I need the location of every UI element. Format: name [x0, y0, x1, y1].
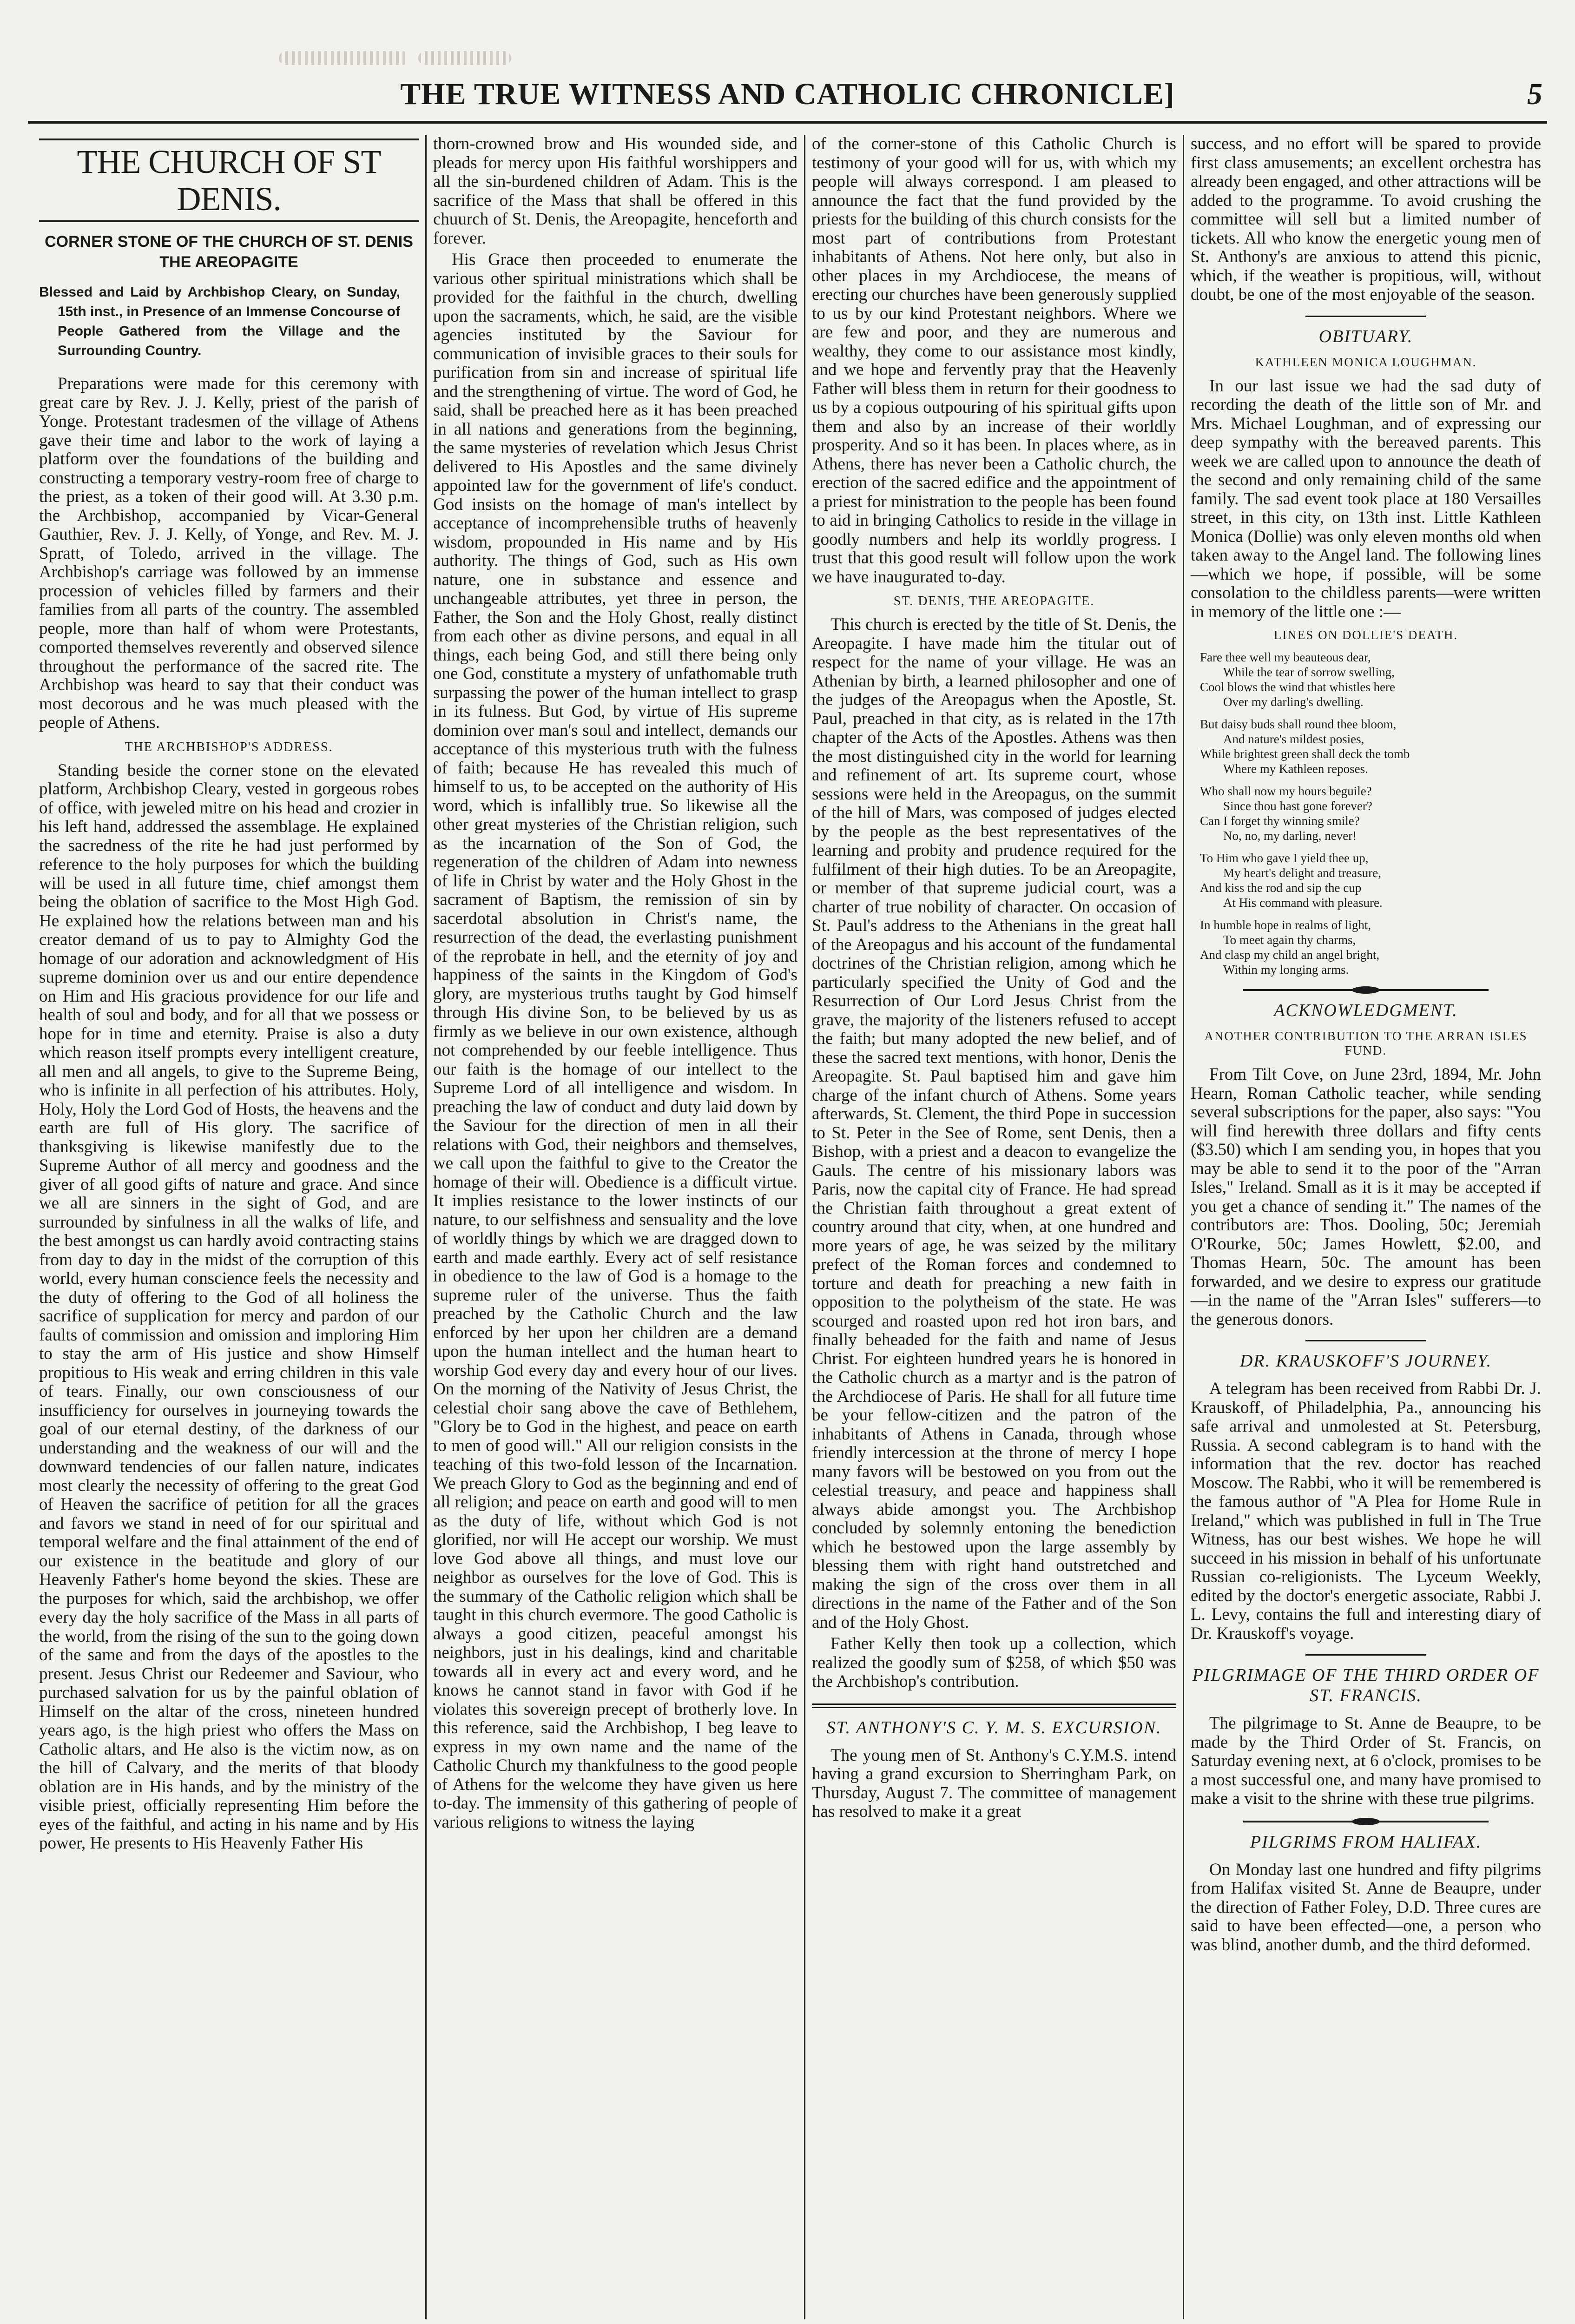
section-heading: ACKNOWLEDGMENT.: [1274, 1001, 1458, 1020]
section-subhead: ST. DENIS, THE AREOPAGITE.: [893, 594, 1095, 608]
poem-stanza: [1200, 650, 1541, 709]
poem-line: Fare thee well my beauteous dear,: [1200, 650, 1371, 664]
section-heading: PILGRIMS FROM HALIFAX.: [1250, 1832, 1482, 1852]
column-2: [425, 135, 804, 2319]
section-divider: [1305, 1340, 1426, 1341]
poem-line: Cool blows the wind that whistles here: [1200, 680, 1395, 694]
poem-line: At His command with pleasure.: [1223, 896, 1383, 910]
page-number: 5: [1527, 77, 1542, 111]
poem-stanza: [1200, 717, 1541, 776]
paragraph: of the corner-stone of this Catholic Church is testimony of your good will for us, with which my people will always correspond. I am pleased to announce the fact that the fund provided by the priests for the building of this church consists for the most part of contributions from Protestant inhabitants of Athens. Not here only, but also in other places in my Archdiocese, the means of erecting our churches have been generously supplied to us by our kind Protestant neighbors. Where we are few and poor, and they are numerous and wealthy, they come to our assistance most kindly, and we hope and fervently pray that the Heavenly Father will bless them in return for their goodness to us by a copious outpouring of his spiritual gifts upon them and also by an increase of their worldly prosperity. And so it has been. In places where, as in Athens, there has never been a Catholic church, the erection of the sacred edifice and the appointment of a priest for ministration to the people has been found to aid in bringing Catholics to reside in the village in goodly numbers and help its worldly progress. I trust that this good result will follow upon the work we have inaugurated to-day.: [812, 135, 1176, 587]
column-1: [33, 135, 425, 2319]
column-4: [1183, 135, 1548, 2319]
poem-line: But daisy buds shall round thee bloom,: [1200, 717, 1397, 731]
poem-line: To meet again thy charms,: [1223, 933, 1356, 947]
poem-line: Where my Kathleen reposes.: [1223, 762, 1368, 776]
section-heading: OBITUARY.: [1318, 326, 1413, 346]
column-3: [804, 135, 1183, 2319]
obituary-name: KATHLEEN MONICA LOUGHMAN.: [1255, 355, 1477, 369]
section-divider: [1305, 1654, 1426, 1656]
paragraph: Standing beside the corner stone on the elevated platform, Archbishop Cleary, vested in gorgeous robes of office, with jeweled mitre on his head and crozier in his left hand, addressed the assemblage. He explained the sacredness of the rite he had just performed by reference to the holy purposes for which the building will be used in all future time, chief amongst them being the oblation of sacrifice to the Most High God. He explained how the relations between man and his creator demand of us to pay to Almighty God the homage of our adoration and acknowledgment of His supreme dominion over us and our entire dependence on Him and His gracious providence for our life and health of soul and body, and for all that we possess or hope for in time and eternity. Praise is also a duty which reason itself prompts every intelligent creature, all men and all angels, to give to the Supreme Being, who is infinite in all perfection of his attributes. Holy, Holy, Holy the Lord God of Hosts, the heavens and the earth are full of His glory. The sacrifice of thanksgiving is likewise manifestly due to the Supreme Author of all mercy and goodness and the giver of all good gifts of nature and grace. And since we all are sinners in the sight of God, and are surrounded by sinfulness in all the walks of life, and the best amongst us can hardly avoid contracting stains from day to day in the midst of the corruption of this world, every human conscience feels the necessity and the duty of offering to the God of all holiness the sacrifice of supplication for mercy and pardon of our faults of commission and omission and imploring Him to stay the arm of His justice and show Himself propitious to His weak and erring children in this vale of tears. Finally, our own consciousness of our insufficiency for ourselves in journeying towards the goal of our eternal destiny, of the darkness of our understanding and the weakness of our will and the downward tendencies of our fallen nature, indicates most clearly the necessity of offering to the great God of Heaven the sacrifice of petition for all the graces and favors we stand in need of for our spiritual and temporal welfare and the final attainment of the end of our existence in the beatitude and glory of our Heavenly Father's home beyond the skies. These are the purposes for which, said the archbishop, we offer every day the holy sacrifice of the Mass in all parts of the world, from the rising of the sun to the going down of the same and from the days of the apostles to the present. Jesus Christ our Redeemer and Saviour, who purchased salvation for us by the painful oblation of Himself on the altar of the cross, nineteen hundred years ago, is the high priest who offers the Mass on Catholic altars, and He also is the victim now, as on the hill of Calvary, and the merits of that bloody oblation are in His hands, and by the ministry of the visible priest, officially representing Him before the eyes of the faithful, and acting in his name and by His power, He presents to His Heavenly Father His: [39, 760, 419, 1853]
poem-line: Within my longing arms.: [1223, 963, 1349, 977]
print-smudge: [418, 51, 511, 65]
section-divider: [812, 1703, 1176, 1708]
masthead: [28, 70, 1547, 124]
poem-line: To Him who gave I yield thee up,: [1200, 851, 1369, 865]
poem: [1200, 650, 1541, 977]
poem-line: Over my darling's dwelling.: [1223, 695, 1364, 709]
newspaper-title: THE TRUE WITNESS AND CATHOLIC CHRONICLE]: [400, 77, 1175, 111]
poem-line: Since thou hast gone forever?: [1223, 799, 1372, 813]
poem-line: And clasp my child an angel bright,: [1200, 948, 1380, 962]
section-divider: [1243, 1821, 1489, 1822]
section-subhead: ANOTHER CONTRIBUTION TO THE ARRAN ISLES FUND.: [1204, 1029, 1528, 1057]
paragraph: This church is erected by the title of St. Denis, the Areopagite. I have made him the titular out of respect for the name of your village. He was an Athenian by birth, a learned philosopher and one of the judges of the Areopagus when the Apostle, St. Paul, preached in that city, as is related in the 17th chapter of the Acts of the Apostles. Athens was then the most distinguished city in the world for learning and refinement of art. Its supreme court, whose sessions were held in the Areopagus, on the summit of the hill of Mars, was composed of judges elected by the people as the best representatives of the learning and probity and prudence required for the fulfilment of their high duties. To be an Areopagite, or member of that supreme judicial court, was a charter of true nobility of character. On occasion of St. Paul's address to the Athenians in the great hall of the Areopagus and his account of the fundamental doctrines of the Christian religion, among which he particularly specified the Unity of God and the Resurrection of Our Lord Jesus Christ from the grave, the majority of the listeners refused to accept the faith; but many adopted the new belief, and of these the sacred text mentions, with honor, Denis the Areopagite. St. Paul baptised him and gave him charge of the infant church of Athens. Some years afterwards, St. Clement, the third Pope in succession to St. Peter in the See of Rome, sent Denis, then a Bishop, with a priest and a deacon to evangelize the Gauls. The centre of his missionary labors was Paris, now the capital city of France. He had spread the Christian faith throughout a great extent of country around that city, when, at one hundred and more years of age, he was seized by the military prefect of the Roman forces and condemned to torture and death for preaching a new faith in opposition to the polytheism of the state. He was scourged and roasted upon red hot iron bars, and finally beheaded for the faith and name of Jesus Christ. For eighteen hundred years he is honored in the Catholic church as a martyr and is the patron of the Archdiocese of Paris. He shall for all future time be your fellow-citizen and the patron of the inhabitants of Athens in Canada, through whose friendly intercession at the throne of mercy I hope many favors will be bestowed on you from out the celestial treasury, and peace and happiness shall always abide amongst you. The Archbishop concluded by solemnly entoning the benediction which he bestowed upon the large assembly by blessing them with right hand outstretched and making the sign of the cross over them in all directions in the name of the Father and of the Son and of the Holy Ghost.: [812, 615, 1176, 1632]
print-smudge: [279, 51, 409, 65]
paragraph: In our last issue we had the sad duty of recording the death of the little son of Mr. and Mrs. Michael Loughman, and of expressing our deep sympathy with the bereaved parents. This week we are called upon to announce the death of the second and only remaining child of the same family. The sad event took place at 180 Versailles street, in this city, on 13th inst. Little Kathleen Monica (Dollie) was only eleven months old when taken away to the Angel land. The following lines—which we hope, if possible, will be some consolation to the childless parents—were written in memory of the little one :—: [1191, 376, 1541, 621]
poem-line: Who shall now my hours beguile?: [1200, 784, 1372, 798]
paragraph: success, and no effort will be spared to provide first class amusements; an excellent orchestra has already been engaged, and other attractions will be added to the programme. To avoid crushing the committee will sell but a limited number of tickets. All who know the energetic young men of St. Anthony's are anxious to attend this picnic, which, if the weather is propitious, will, without doubt, be one of the most enjoyable of the season.: [1191, 135, 1541, 304]
article-deck: CORNER STONE OF THE CHURCH OF ST. DENIS THE AREOPAGITE: [45, 233, 413, 271]
poem-line: And kiss the rod and sip the cup: [1200, 881, 1362, 895]
poem-stanza: [1200, 918, 1541, 977]
poem-line: While the tear of sorrow swelling,: [1223, 665, 1395, 679]
section-heading: PILGRIMAGE OF THE THIRD ORDER OF ST. FRANCIS.: [1192, 1665, 1540, 1705]
section-subhead: THE ARCHBISHOP'S ADDRESS.: [125, 739, 333, 754]
section-heading: ST. ANTHONY'S C. Y. M. S. EXCURSION.: [826, 1717, 1162, 1737]
poem-title: LINES ON DOLLIE'S DEATH.: [1273, 628, 1458, 642]
section-divider: [1243, 989, 1489, 991]
article-columns: [33, 135, 1548, 2319]
poem-line: And nature's mildest posies,: [1223, 732, 1364, 746]
paragraph: Preparations were made for this ceremony with great care by Rev. J. J. Kelly, priest of the parish of Yonge. Protestant tradesmen of the village of Athens gave their time and labor to the work of laying a platform over the foundations of the building and constructing a temporary vestry-room free of charge to the priest, as a token of their good will. At 3.30 p.m. the Archbishop, accompanied by Vicar-General Gauthier, Rev. J. J. Kelly, of Yonge, and Rev. M. J. Spratt, of Toledo, arrived in the village. The Archbishop's carriage was followed by an immense procession of vehicles filled by farmers and their families from all parts of the country. The assembled people, more than half of whom were Protestants, comported themselves reverently and observed silence throughout the performance of the sacred rite. The Archbishop was heard to say that their conduct was most decorous and he was much pleased with the people of Athens.: [39, 374, 419, 732]
article-headline: THE CHURCH OF ST DENIS.: [39, 139, 419, 222]
poem-line: My heart's delight and treasure,: [1223, 866, 1382, 880]
paragraph: The pilgrimage to St. Anne de Beaupre, to be made by the Third Order of St. Francis, on Saturday evening next, at 6 o'clock, promises to be a most successful one, and many have promised to make a visit to the shrine with these true pilgrims.: [1191, 1714, 1541, 1808]
section-heading: DR. KRAUSKOFF'S JOURNEY.: [1239, 1351, 1492, 1371]
poem-line: Can I forget thy winning smile?: [1200, 814, 1360, 828]
paragraph: On Monday last one hundred and fifty pilgrims from Halifax visited St. Anne de Beaupre, under the direction of Father Foley, D.D. Three cures are said to have been effected—one, a person who was blind, another dumb, and the third deformed.: [1191, 1860, 1541, 1954]
section-divider: [1305, 316, 1426, 317]
paragraph: A telegram has been received from Rabbi Dr. J. Krauskoff, of Philadelphia, Pa., announcing his safe arrival and unmolested at St. Petersburg, Russia. A second cablegram is to hand with the information that the rev. doctor has reached Moscow. The Rabbi, who it will be remembered is the famous author of "A Plea for Home Rule in Ireland," which was published in full in The True Witness, has our best wishes. We hope he will succeed in his mission in behalf of his unfortunate Russian co-religionists. The Lyceum Weekly, edited by the doctor's energetic associate, Rabbi J. L. Levy, contains the full and interesting diary of Dr. Krauskoff's voyage.: [1191, 1379, 1541, 1643]
paragraph: The young men of St. Anthony's C.Y.M.S. intend having a grand excursion to Sherringham Park, on Thursday, August 7. The committee of management has resolved to make it a great: [812, 1745, 1176, 1821]
paragraph: From Tilt Cove, on June 23rd, 1894, Mr. John Hearn, Roman Catholic teacher, while sending several subscriptions for the paper, also says: "You will find herewith three dollars and fifty cents ($3.50) which I am sending you, in hopes that you may be able to send it to the poor of the "Arran Isles," Ireland. Small as it is it may be accepted if you get a chance of sending it." The names of the contributors are: Thos. Dooling, 50c; Jeremiah O'Rourke, 50c; James Howlett, $2.00, and Thomas Hearn, 50c. The amount has been forwarded, and we desire to express our gratitude—in the name of the "Arran Isles" sufferers—to the generous donors.: [1191, 1065, 1541, 1329]
paragraph: thorn-crowned brow and His wounded side, and pleads for mercy upon His faithful worshippers and all the sin-burdened children of Adam. This is the sacrifice of the Mass that shall be offered in this chuurch of St. Denis, the Areopagite, henceforth and forever.: [433, 135, 797, 248]
poem-stanza: [1200, 851, 1541, 910]
poem-stanza: [1200, 784, 1541, 843]
poem-line: No, no, my darling, never!: [1223, 829, 1357, 843]
poem-line: In humble hope in realms of light,: [1200, 918, 1371, 932]
paragraph: His Grace then proceeded to enumerate the various other spiritual ministrations which shall be provided for the faithful in the church, dwelling upon the sacraments, which, he said, are the visible agencies instituted by the Saviour for communication of invisible graces to their souls for purification from sin and increase of spiritual life and the strengthening of virtue. The word of God, he said, shall be preached here as it has been preached in all nations and generations from the beginning, the same mysteries of revelation which Jesus Christ delivered to His Apostles and the same divinely appointed law for the government of life's conduct. God insists on the homage of man's intellect by acceptance of incomprehensible truths of heavenly wisdom, propounded in His name and by His authority. The things of God, such as His own nature, one in substance and essence and unchangeable attributes, yet three in person, the Father, the Son and the Holy Ghost, really distinct from each other as divine persons, and equal in all things, each being God, and still there being only one God, constitute a mystery of unfathomable truth surpassing the power of the human intellect to grasp in its fulness. But God, by virtue of His supreme dominion over man's soul and intellect, demands our acceptance of this mysterious truth with the fulness of faith; because He has revealed this much of himself to us, to be accepted on the authority of His word, which is infallibly true. So likewise all the other great mysteries of the Christian religion, such as the incarnation of the Son of God, the regeneration of the children of Adam into newness of life in Christ by water and the Holy Ghost in the sacrament of Baptism, the remission of sin by sacerdotal absolution in Christ's name, the resurrection of the dead, the everlasting punishment of the reprobate in hell, and the eternity of joy and happiness of the saints in the Kingdom of God's glory, are mysterious truths taught by God himself through His divine Son, to be believed by us as firmly as we believe in our own existence, although not comprehended by our feeble intelligence. Thus our faith is the homage of our intellect to the Supreme Lord of all intelligence and wisdom. In preaching the law of conduct and duty laid down by the Saviour for the direction of men in all their relations with God, their neighbors and themselves, we call upon the faithful to give to the Creator the homage of their will. Obedience is a difficult virtue. It implies resistance to the lower instincts of our nature, to our selfishness and sensuality and the love of worldly things by which we are dragged down to earth and made earthly. Every act of self resistance in obedience to the law of God is a homage to the supreme ruler of the universe. Thus the faith preached by the Catholic Church and the law enforced by her upon her children are a demand upon the human intellect and the human heart to worship God every day and every hour of our lives. On the morning of the Nativity of Jesus Christ, the celestial choir sang above the cave of Bethlehem, "Glory be to God in the highest, and peace on earth to men of good will." All our religion consists in the teaching of this two-fold lesson of the Incarnation. We preach Glory to God as the beginning and end of all religion; and peace on earth and good will to men as the duty of life, without which God is not glorified, nor will He accept our worship. We must love God above all things, and must love our neighbor as ourselves for the love of God. This is the summary of the Catholic religion which shall be taught in this church evermore. The good Catholic is always a good citizen, peaceful amongst his neighbors, just in his dealings, kind and charitable towards all in every act and every word, and he knows he cannot stand in favor with God if he violates this sovereign precept of brotherly love. In this reference, said the Archbishop, I beg leave to express in my own name and the name of the Catholic Church my thankfulness to the good people of Athens for the welcome they have given us here to-day. The immensity of this gathering of people of various religions to witness the laying: [433, 250, 797, 1832]
poem-line: While brightest green shall deck the tomb: [1200, 747, 1410, 761]
paragraph: Father Kelly then took up a collection, which realized the goodly sum of $258, of which $50 was the Archbishop's contribution.: [812, 1634, 1176, 1691]
article-summary: Blessed and Laid by Archbishop Cleary, on Sunday, 15th inst., in Presence of an Immense Concourse of People Gathered from the Village and the Surrounding Country.: [39, 284, 400, 358]
